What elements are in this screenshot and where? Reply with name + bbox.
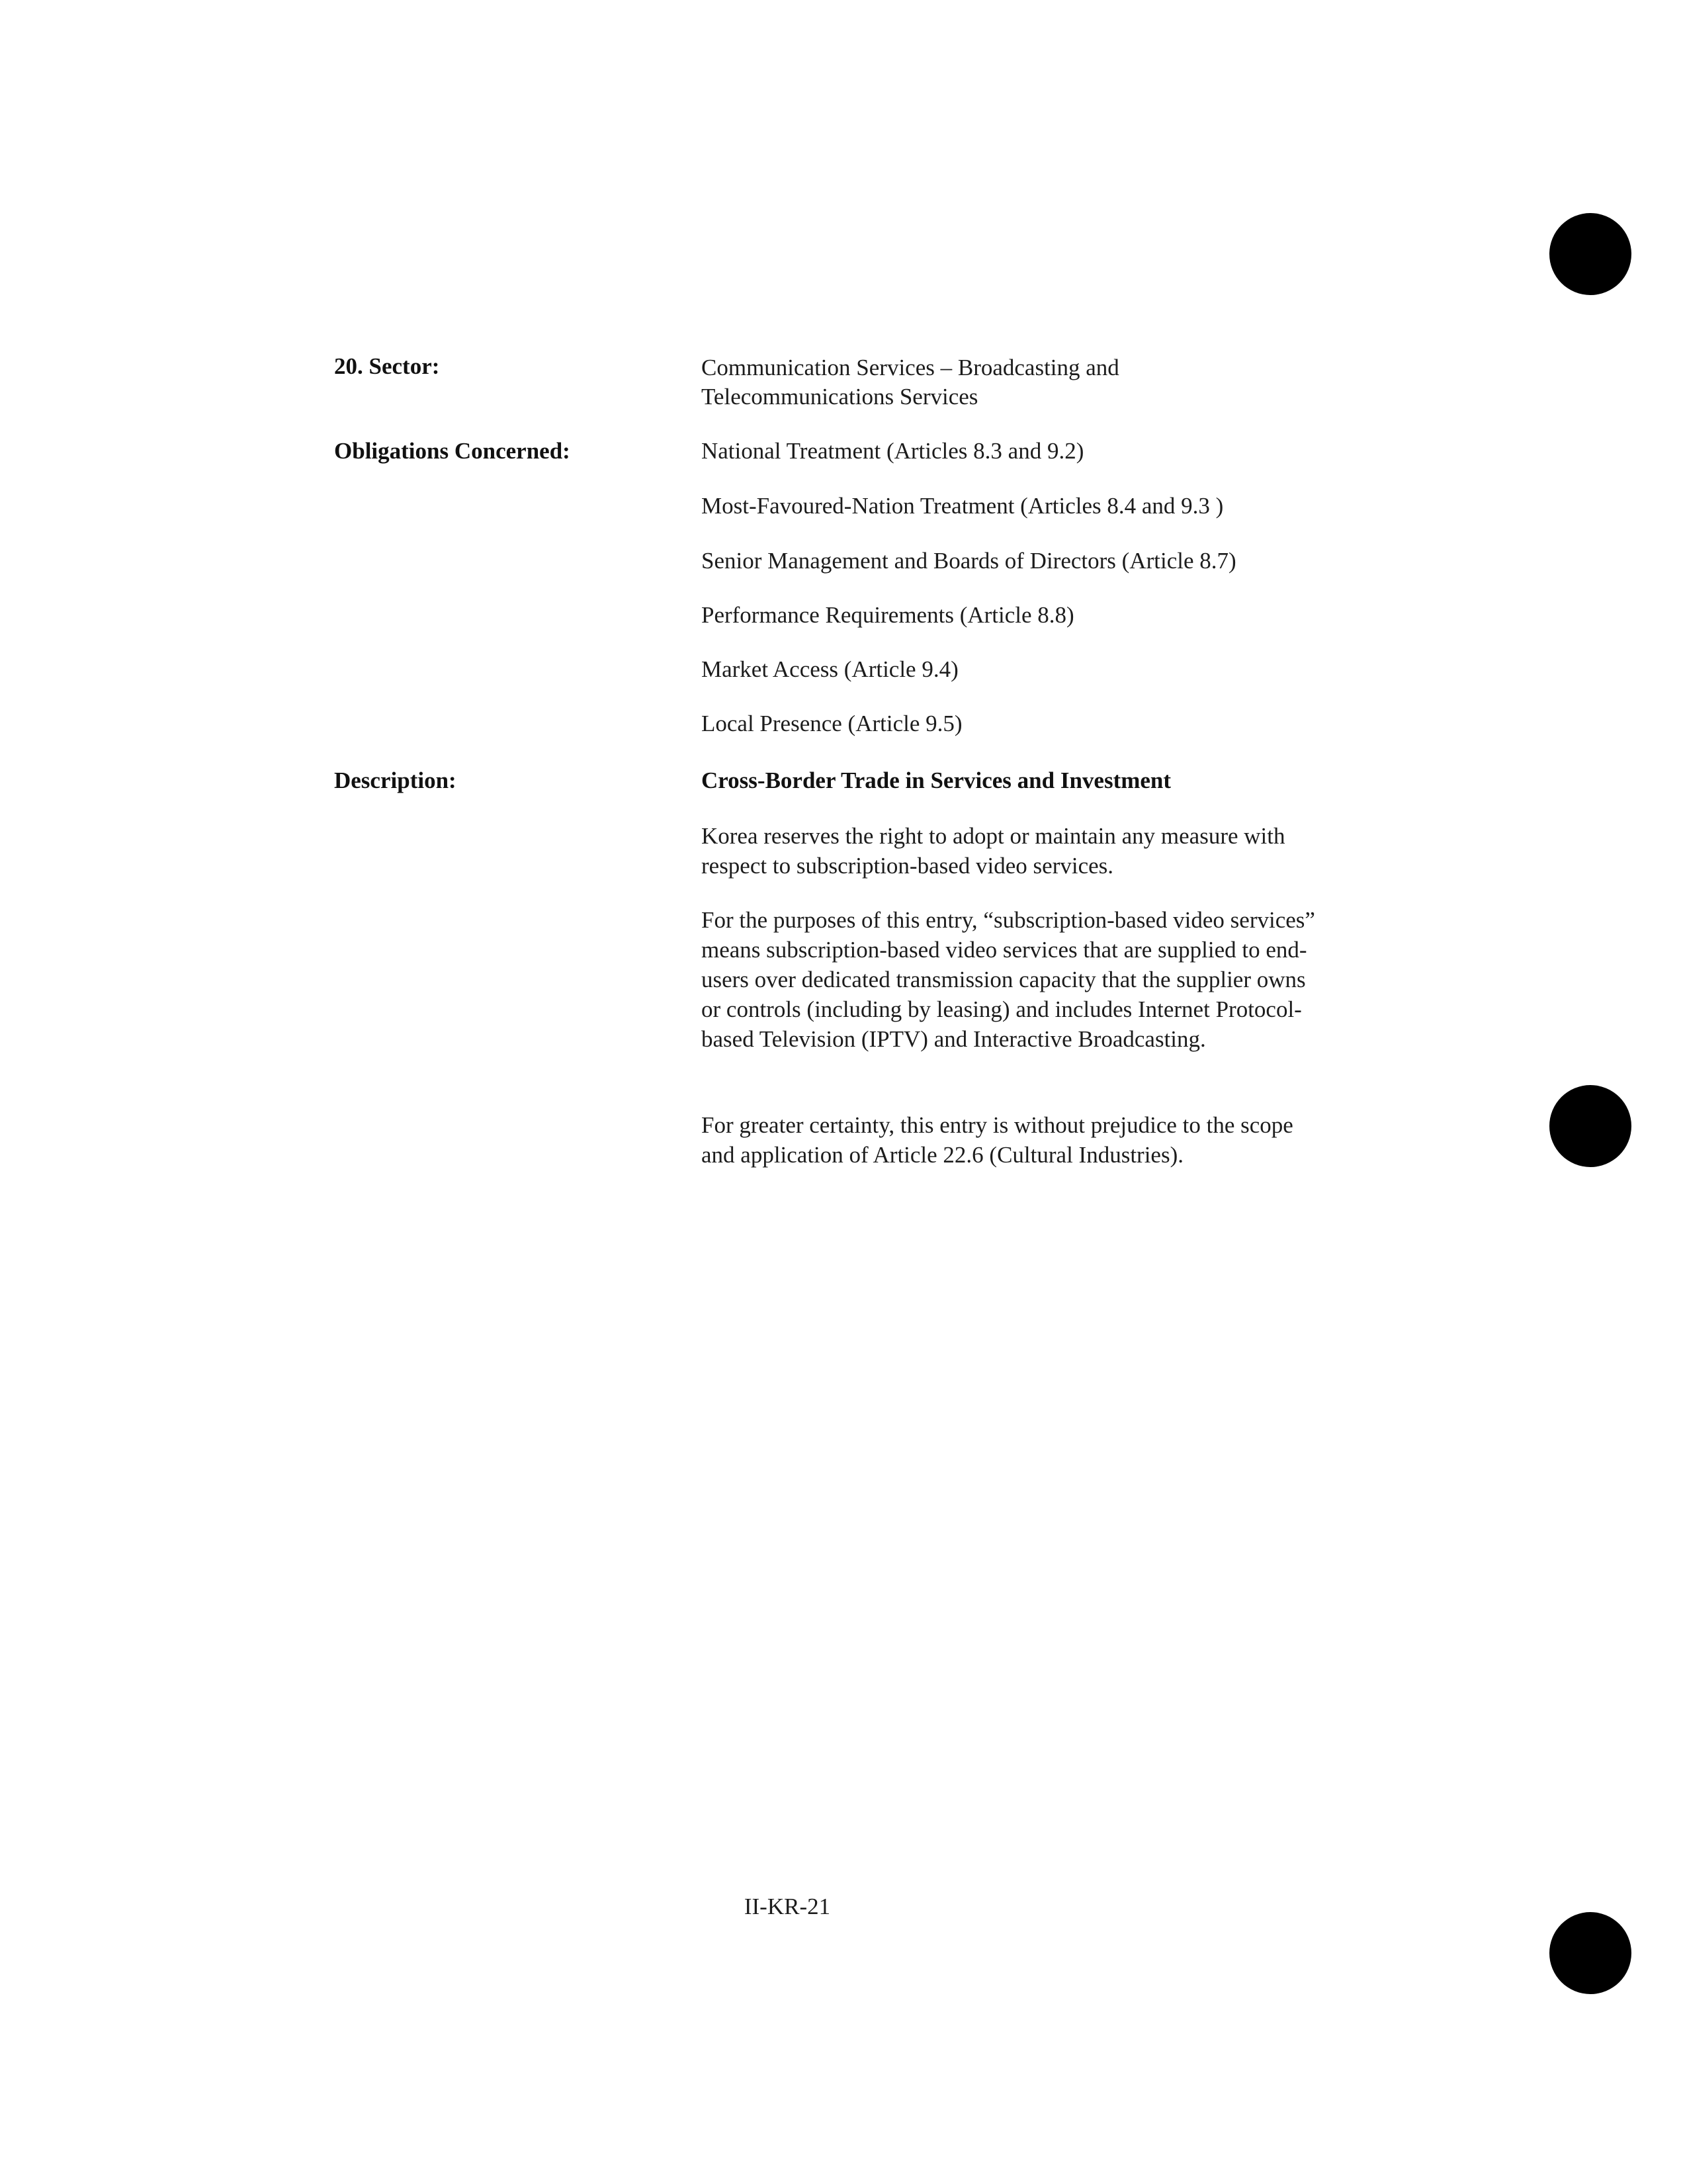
sector-line-2: Telecommunications Services — [701, 384, 978, 410]
page-number: II-KR-21 — [744, 1894, 831, 1919]
sector-value — [701, 353, 1336, 412]
description-heading: Cross-Border Trade in Services and Investment — [701, 767, 1172, 793]
obligation-item: Local Presence (Article 9.5) — [701, 711, 963, 736]
description-paragraph-2: For the purposes of this entry, “subscription-based video services” means subscription-based video services that are supplied to end-users over dedicated transmission capacity that the supplier owns or controls (including by leasing) and includes Internet Protocol-based Television (IPTV) and Interactive Broadcasting. — [701, 907, 1315, 1052]
obligations-label: Obligations Concerned: — [334, 438, 570, 464]
obligation-item: Market Access (Article 9.4) — [701, 656, 959, 682]
obligation-item: National Treatment (Articles 8.3 and 9.2) — [701, 438, 1084, 464]
punch-hole-middle — [1549, 1085, 1631, 1167]
obligation-item: Most-Favoured-Nation Treatment (Articles 8.4 and 9.3 ) — [701, 493, 1224, 519]
punch-hole-bottom — [1549, 1912, 1631, 1994]
description-paragraph-1: Korea reserves the right to adopt or maintain any measure with respect to subscription-based video services. — [701, 823, 1285, 879]
description-paragraph-3: For greater certainty, this entry is without prejudice to the scope and application of Article 22.6 (Cultural Industries). — [701, 1112, 1293, 1168]
punch-hole-top — [1549, 213, 1631, 295]
description-label: Description: — [334, 767, 456, 793]
sector-line-1: Communication Services – Broadcasting and — [701, 355, 1119, 380]
obligation-item: Senior Management and Boards of Directors (Article 8.7) — [701, 548, 1236, 574]
sector-label: 20. Sector: — [334, 353, 440, 379]
obligation-item: Performance Requirements (Article 8.8) — [701, 602, 1074, 628]
